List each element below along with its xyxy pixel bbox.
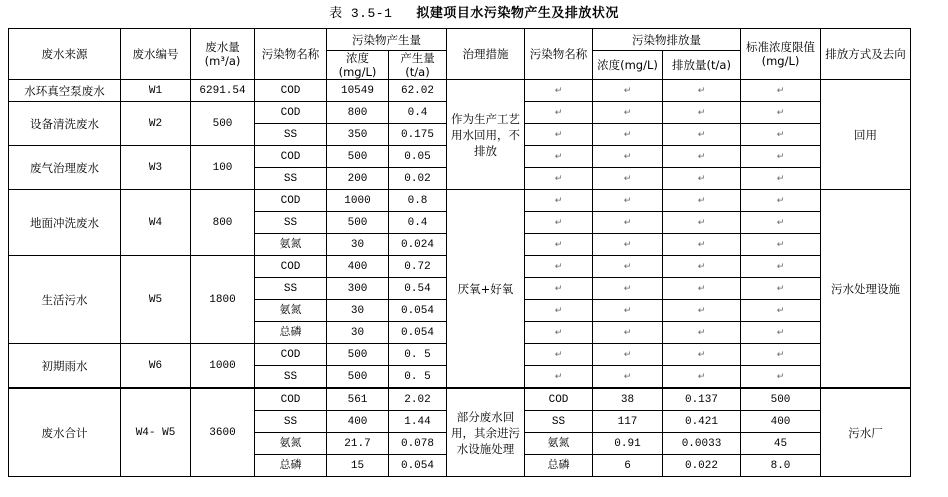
empty-mark: ↵ bbox=[663, 366, 741, 389]
empty-mark: ↵ bbox=[663, 322, 741, 344]
source-cell: 初期雨水 bbox=[9, 344, 121, 389]
pollutant-cell: SS bbox=[255, 278, 327, 300]
produce-amount-cell: 1.44 bbox=[389, 411, 447, 433]
empty-mark: ↵ bbox=[525, 234, 593, 256]
empty-mark: ↵ bbox=[525, 168, 593, 190]
empty-mark: ↵ bbox=[593, 80, 663, 102]
produce-amount-cell: 0.054 bbox=[389, 455, 447, 477]
conc-cell: 200 bbox=[327, 168, 389, 190]
conc-cell: 10549 bbox=[327, 80, 389, 102]
pollutant-cell: SS bbox=[255, 124, 327, 146]
empty-mark: ↵ bbox=[525, 344, 593, 366]
volume-cell: 6291.54 bbox=[191, 80, 255, 102]
volume-cell: 500 bbox=[191, 102, 255, 146]
empty-mark: ↵ bbox=[663, 102, 741, 124]
empty-mark: ↵ bbox=[663, 344, 741, 366]
conc-cell: 561 bbox=[327, 388, 389, 411]
empty-mark: ↵ bbox=[663, 190, 741, 212]
volume-cell: 1800 bbox=[191, 256, 255, 344]
conc-cell: 350 bbox=[327, 124, 389, 146]
code-cell: W4 bbox=[121, 190, 191, 256]
pollutant-cell: 氨氮 bbox=[255, 300, 327, 322]
pollutant-cell: SS bbox=[255, 411, 327, 433]
code-cell: W2 bbox=[121, 102, 191, 146]
conc-cell: 1000 bbox=[327, 190, 389, 212]
empty-mark: ↵ bbox=[741, 212, 821, 234]
empty-mark: ↵ bbox=[741, 80, 821, 102]
limit-cell: 45 bbox=[741, 433, 821, 455]
code-cell: W5 bbox=[121, 256, 191, 344]
limit-cell: 400 bbox=[741, 411, 821, 433]
total-discharge-cell: 污水厂 bbox=[821, 388, 911, 477]
header-pollutant: 污染物名称 bbox=[255, 29, 327, 80]
emit-amount-cell: 0.137 bbox=[663, 388, 741, 411]
emit-conc-cell: 6 bbox=[593, 455, 663, 477]
limit-cell: 8.0 bbox=[741, 455, 821, 477]
produce-amount-cell: 0.02 bbox=[389, 168, 447, 190]
pollutant-cell: COD bbox=[255, 80, 327, 102]
source-cell: 设备清洗废水 bbox=[9, 102, 121, 146]
volume-cell: 1000 bbox=[191, 344, 255, 389]
header-produce-amount: 产生量(t/a) bbox=[389, 51, 447, 80]
header-pollutant-2: 污染物名称 bbox=[525, 29, 593, 80]
source-cell: 地面冲洗废水 bbox=[9, 190, 121, 256]
empty-mark: ↵ bbox=[593, 256, 663, 278]
empty-mark: ↵ bbox=[663, 278, 741, 300]
produce-amount-cell: 0.54 bbox=[389, 278, 447, 300]
header-code: 废水编号 bbox=[121, 29, 191, 80]
empty-mark: ↵ bbox=[741, 234, 821, 256]
empty-mark: ↵ bbox=[593, 146, 663, 168]
limit-cell: 500 bbox=[741, 388, 821, 411]
emit-pollutant-cell: SS bbox=[525, 411, 593, 433]
header-produce-group: 污染物产生量 bbox=[327, 29, 447, 51]
total-volume-cell: 3600 bbox=[191, 388, 255, 477]
header-conc: 浓度(mg/L) bbox=[327, 51, 389, 80]
empty-mark: ↵ bbox=[525, 278, 593, 300]
pollutant-cell: SS bbox=[255, 212, 327, 234]
produce-amount-cell: 0.054 bbox=[389, 300, 447, 322]
produce-amount-cell: 62.02 bbox=[389, 80, 447, 102]
empty-mark: ↵ bbox=[593, 124, 663, 146]
empty-mark: ↵ bbox=[593, 366, 663, 389]
header-emit-group: 污染物排放量 bbox=[593, 29, 741, 51]
empty-mark: ↵ bbox=[525, 256, 593, 278]
empty-mark: ↵ bbox=[741, 322, 821, 344]
pollutant-cell: SS bbox=[255, 366, 327, 389]
produce-amount-cell: 0.4 bbox=[389, 102, 447, 124]
source-cell: 废气治理废水 bbox=[9, 146, 121, 190]
header-limit: 标准浓度限值(mg/L) bbox=[741, 29, 821, 80]
empty-mark: ↵ bbox=[663, 124, 741, 146]
empty-mark: ↵ bbox=[525, 366, 593, 389]
emit-pollutant-cell: COD bbox=[525, 388, 593, 411]
pollutant-cell: COD bbox=[255, 256, 327, 278]
pollutant-cell: COD bbox=[255, 388, 327, 411]
header-discharge: 排放方式及去向 bbox=[821, 29, 911, 80]
code-cell: W6 bbox=[121, 344, 191, 389]
empty-mark: ↵ bbox=[663, 168, 741, 190]
volume-cell: 100 bbox=[191, 146, 255, 190]
conc-cell: 500 bbox=[327, 344, 389, 366]
table-title: 拟建项目水污染物产生及排放状况 bbox=[416, 6, 619, 21]
empty-mark: ↵ bbox=[663, 80, 741, 102]
empty-mark: ↵ bbox=[593, 102, 663, 124]
table-number: 表 3.5-1 bbox=[329, 6, 393, 21]
empty-mark: ↵ bbox=[741, 344, 821, 366]
produce-amount-cell: 0. 5 bbox=[389, 344, 447, 366]
code-cell: W3 bbox=[121, 146, 191, 190]
produce-amount-cell: 0.72 bbox=[389, 256, 447, 278]
header-treatment: 治理措施 bbox=[447, 29, 525, 80]
empty-mark: ↵ bbox=[663, 234, 741, 256]
emit-conc-cell: 38 bbox=[593, 388, 663, 411]
empty-mark: ↵ bbox=[525, 300, 593, 322]
pollutant-cell: SS bbox=[255, 168, 327, 190]
produce-amount-cell: 0.024 bbox=[389, 234, 447, 256]
treatment-cell: 作为生产工艺用水回用，不排放 bbox=[447, 80, 525, 190]
conc-cell: 30 bbox=[327, 234, 389, 256]
empty-mark: ↵ bbox=[741, 366, 821, 389]
empty-mark: ↵ bbox=[663, 212, 741, 234]
conc-cell: 21.7 bbox=[327, 433, 389, 455]
empty-mark: ↵ bbox=[593, 322, 663, 344]
pollutant-cell: COD bbox=[255, 190, 327, 212]
emit-conc-cell: 117 bbox=[593, 411, 663, 433]
discharge-cell: 污水处理设施 bbox=[821, 190, 911, 389]
empty-mark: ↵ bbox=[741, 300, 821, 322]
produce-amount-cell: 2.02 bbox=[389, 388, 447, 411]
produce-amount-cell: 0. 5 bbox=[389, 366, 447, 389]
produce-amount-cell: 0.175 bbox=[389, 124, 447, 146]
header-volume: 废水量(m³/a) bbox=[191, 29, 255, 80]
emit-conc-cell: 0.91 bbox=[593, 433, 663, 455]
source-cell: 生活污水 bbox=[9, 256, 121, 344]
produce-amount-cell: 0.4 bbox=[389, 212, 447, 234]
volume-cell: 800 bbox=[191, 190, 255, 256]
total-treatment-cell: 部分废水回用，其余进污水设施处理 bbox=[447, 388, 525, 477]
empty-mark: ↵ bbox=[593, 168, 663, 190]
pollutant-cell: COD bbox=[255, 102, 327, 124]
empty-mark: ↵ bbox=[663, 146, 741, 168]
total-row bbox=[9, 388, 911, 411]
empty-mark: ↵ bbox=[741, 168, 821, 190]
conc-cell: 15 bbox=[327, 455, 389, 477]
empty-mark: ↵ bbox=[593, 278, 663, 300]
produce-amount-cell: 0.078 bbox=[389, 433, 447, 455]
conc-cell: 300 bbox=[327, 278, 389, 300]
empty-mark: ↵ bbox=[593, 300, 663, 322]
pollutant-cell: 氨氮 bbox=[255, 234, 327, 256]
total-code-cell: W4- W5 bbox=[121, 388, 191, 477]
conc-cell: 400 bbox=[327, 256, 389, 278]
empty-mark: ↵ bbox=[525, 80, 593, 102]
discharge-cell: 回用 bbox=[821, 80, 911, 190]
pollutant-table bbox=[8, 28, 911, 477]
pollutant-cell: COD bbox=[255, 344, 327, 366]
table-caption bbox=[0, 2, 948, 21]
table-row bbox=[9, 80, 911, 102]
emit-amount-cell: 0.022 bbox=[663, 455, 741, 477]
pollutant-cell: 氨氮 bbox=[255, 433, 327, 455]
conc-cell: 30 bbox=[327, 322, 389, 344]
empty-mark: ↵ bbox=[593, 234, 663, 256]
empty-mark: ↵ bbox=[525, 190, 593, 212]
empty-mark: ↵ bbox=[741, 190, 821, 212]
empty-mark: ↵ bbox=[525, 124, 593, 146]
produce-amount-cell: 0.05 bbox=[389, 146, 447, 168]
conc-cell: 800 bbox=[327, 102, 389, 124]
produce-amount-cell: 0.054 bbox=[389, 322, 447, 344]
header-source: 废水来源 bbox=[9, 29, 121, 80]
emit-amount-cell: 0.421 bbox=[663, 411, 741, 433]
empty-mark: ↵ bbox=[741, 256, 821, 278]
pollutant-cell: COD bbox=[255, 146, 327, 168]
produce-amount-cell: 0.8 bbox=[389, 190, 447, 212]
total-source-cell: 废水合计 bbox=[9, 388, 121, 477]
code-cell: W1 bbox=[121, 80, 191, 102]
header-conc-2: 浓度(mg/L) bbox=[593, 51, 663, 80]
emit-pollutant-cell: 氨氮 bbox=[525, 433, 593, 455]
source-cell: 水环真空泵废水 bbox=[9, 80, 121, 102]
conc-cell: 30 bbox=[327, 300, 389, 322]
pollutant-cell: 总磷 bbox=[255, 322, 327, 344]
pollutant-cell: 总磷 bbox=[255, 455, 327, 477]
empty-mark: ↵ bbox=[663, 300, 741, 322]
empty-mark: ↵ bbox=[593, 344, 663, 366]
empty-mark: ↵ bbox=[741, 102, 821, 124]
header-emit-amount: 排放量(t/a) bbox=[663, 51, 741, 80]
conc-cell: 500 bbox=[327, 212, 389, 234]
emit-amount-cell: 0.0033 bbox=[663, 433, 741, 455]
empty-mark: ↵ bbox=[525, 102, 593, 124]
empty-mark: ↵ bbox=[593, 212, 663, 234]
empty-mark: ↵ bbox=[593, 190, 663, 212]
conc-cell: 500 bbox=[327, 366, 389, 389]
conc-cell: 500 bbox=[327, 146, 389, 168]
conc-cell: 400 bbox=[327, 411, 389, 433]
empty-mark: ↵ bbox=[741, 146, 821, 168]
table-row bbox=[9, 190, 911, 212]
treatment-cell: 厌氧+好氧 bbox=[447, 190, 525, 389]
empty-mark: ↵ bbox=[741, 124, 821, 146]
empty-mark: ↵ bbox=[525, 322, 593, 344]
emit-pollutant-cell: 总磷 bbox=[525, 455, 593, 477]
empty-mark: ↵ bbox=[663, 256, 741, 278]
empty-mark: ↵ bbox=[525, 146, 593, 168]
empty-mark: ↵ bbox=[525, 212, 593, 234]
empty-mark: ↵ bbox=[741, 278, 821, 300]
